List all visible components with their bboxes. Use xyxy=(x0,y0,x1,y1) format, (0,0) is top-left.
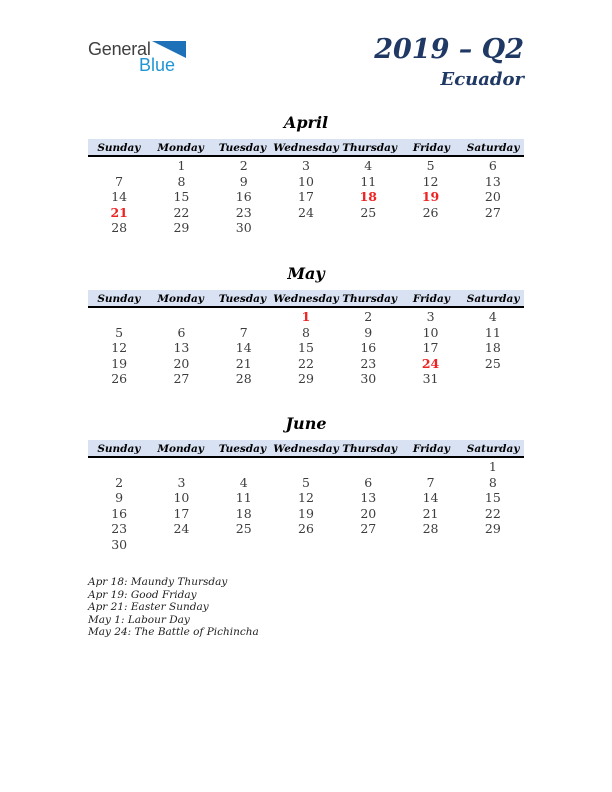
weekday-header-row-april xyxy=(88,139,524,157)
holiday-item: May 24: The Battle of Pichincha xyxy=(88,626,259,639)
date-april-16: 16 xyxy=(235,189,252,204)
date-may-24: 24 xyxy=(421,355,440,371)
date-april-13: 13 xyxy=(484,173,501,189)
date-may-17: 17 xyxy=(422,340,439,355)
empty-date-cell xyxy=(213,459,275,475)
date-may-6: 6 xyxy=(177,324,186,340)
date-june-29: 29 xyxy=(484,521,501,536)
empty-date-cell xyxy=(337,459,399,475)
day-header-tuesday: Tuesday xyxy=(218,443,267,455)
logo-text-general: General xyxy=(88,39,151,59)
date-april-11: 11 xyxy=(360,173,377,189)
date-april-20: 20 xyxy=(484,189,501,204)
weekday-header-row-may xyxy=(88,290,524,308)
date-june-30: 30 xyxy=(111,536,128,552)
date-june-11: 11 xyxy=(235,490,252,505)
month-title-may: May xyxy=(287,264,325,283)
date-june-27: 27 xyxy=(360,521,377,536)
date-june-19: 19 xyxy=(298,505,314,521)
date-april-2: 2 xyxy=(239,158,248,173)
date-april-5: 5 xyxy=(426,158,435,173)
date-april-7: 7 xyxy=(115,173,124,189)
empty-date-cell xyxy=(275,537,337,553)
empty-date-cell xyxy=(88,309,150,325)
date-june-2: 2 xyxy=(115,474,124,490)
day-header-sunday: Sunday xyxy=(97,293,141,305)
date-may-23: 23 xyxy=(360,355,377,371)
date-april-8: 8 xyxy=(177,173,186,189)
day-header-wednesday: Wednesday xyxy=(273,142,339,154)
date-april-15: 15 xyxy=(173,189,190,204)
date-april-17: 17 xyxy=(298,189,314,204)
day-header-monday: Monday xyxy=(157,293,204,305)
weekday-header-row-june xyxy=(88,440,524,458)
date-june-8: 8 xyxy=(488,474,497,490)
day-header-friday: Friday xyxy=(412,142,450,154)
day-header-sunday: Sunday xyxy=(97,443,141,455)
day-header-friday: Friday xyxy=(412,443,450,455)
date-april-28: 28 xyxy=(111,220,128,235)
month-section-april xyxy=(88,112,524,236)
date-june-7: 7 xyxy=(426,474,435,490)
date-april-3: 3 xyxy=(302,158,310,173)
title-block xyxy=(374,34,524,94)
day-header-sunday: Sunday xyxy=(97,142,141,154)
date-may-16: 16 xyxy=(360,340,377,355)
empty-date-cell xyxy=(462,220,524,236)
empty-date-cell xyxy=(337,537,399,553)
month-title-june: June xyxy=(285,414,327,433)
date-may-28: 28 xyxy=(235,371,252,386)
date-june-18: 18 xyxy=(235,505,252,521)
date-may-31: 31 xyxy=(422,371,439,386)
date-june-23: 23 xyxy=(111,521,128,536)
date-april-6: 6 xyxy=(488,158,497,173)
date-april-19: 19 xyxy=(421,189,440,204)
date-april-23: 23 xyxy=(235,204,252,220)
date-april-14: 14 xyxy=(111,189,128,204)
holiday-item: Apr 18: Maundy Thursday xyxy=(88,576,228,588)
date-april-10: 10 xyxy=(298,173,314,189)
day-header-saturday: Saturday xyxy=(466,142,520,154)
month-section-june xyxy=(88,413,524,552)
empty-date-cell xyxy=(150,459,212,475)
date-may-5: 5 xyxy=(115,324,124,340)
logo-text-blue: Blue xyxy=(138,55,175,75)
date-june-20: 20 xyxy=(360,505,377,521)
general-blue-logo xyxy=(88,40,188,74)
date-may-22: 22 xyxy=(298,355,314,371)
holiday-item: May 1: Labour Day xyxy=(88,613,190,626)
date-april-12: 12 xyxy=(422,173,439,189)
page-subtitle: Ecuador xyxy=(440,69,524,90)
date-june-22: 22 xyxy=(484,505,501,521)
day-header-wednesday: Wednesday xyxy=(273,443,339,455)
empty-date-cell xyxy=(399,459,461,475)
day-header-tuesday: Tuesday xyxy=(218,142,267,154)
date-april-21: 21 xyxy=(110,204,128,220)
date-may-29: 29 xyxy=(298,371,314,386)
date-may-1: 1 xyxy=(301,309,311,324)
empty-date-cell xyxy=(88,459,150,475)
date-june-21: 21 xyxy=(422,505,439,521)
empty-date-cell xyxy=(150,537,212,553)
empty-date-cell xyxy=(275,220,337,236)
date-may-4: 4 xyxy=(488,309,497,324)
empty-date-cell xyxy=(399,220,461,236)
date-may-21: 21 xyxy=(235,355,252,371)
day-header-monday: Monday xyxy=(157,142,204,154)
date-may-12: 12 xyxy=(111,340,128,355)
day-header-friday: Friday xyxy=(412,293,450,305)
page-title: 2019 – Q2 xyxy=(374,34,524,65)
empty-date-cell xyxy=(275,459,337,475)
day-header-thursday: Thursday xyxy=(342,443,397,455)
date-april-25: 25 xyxy=(360,204,377,220)
date-may-19: 19 xyxy=(111,355,128,371)
date-april-9: 9 xyxy=(239,173,248,189)
date-june-5: 5 xyxy=(302,474,310,490)
date-june-15: 15 xyxy=(484,490,501,505)
date-june-10: 10 xyxy=(173,490,190,505)
date-may-25: 25 xyxy=(484,355,501,371)
date-april-18: 18 xyxy=(359,189,377,204)
date-may-11: 11 xyxy=(484,324,501,340)
date-april-26: 26 xyxy=(422,204,439,220)
date-may-7: 7 xyxy=(239,324,248,340)
day-header-thursday: Thursday xyxy=(342,142,397,154)
month-title-april: April xyxy=(283,113,329,132)
date-june-17: 17 xyxy=(173,505,190,521)
date-may-8: 8 xyxy=(302,324,310,340)
date-april-30: 30 xyxy=(235,220,252,235)
date-april-4: 4 xyxy=(364,158,373,173)
date-june-16: 16 xyxy=(111,505,128,521)
empty-date-cell xyxy=(150,309,212,325)
date-june-4: 4 xyxy=(239,474,248,490)
date-april-24: 24 xyxy=(298,204,314,220)
month-section-may xyxy=(88,263,524,387)
date-may-10: 10 xyxy=(422,324,439,340)
date-june-9: 9 xyxy=(115,490,124,505)
date-may-14: 14 xyxy=(235,340,252,355)
date-june-25: 25 xyxy=(235,521,252,536)
date-april-22: 22 xyxy=(173,204,190,220)
date-may-27: 27 xyxy=(173,371,190,386)
date-june-13: 13 xyxy=(360,490,377,505)
holiday-item: Apr 21: Easter Sunday xyxy=(88,601,209,614)
date-may-20: 20 xyxy=(173,355,190,371)
date-may-9: 9 xyxy=(364,324,373,340)
day-header-wednesday: Wednesday xyxy=(273,293,339,305)
day-header-thursday: Thursday xyxy=(342,293,397,305)
date-may-26: 26 xyxy=(111,371,128,386)
date-april-29: 29 xyxy=(173,220,190,235)
date-grid-june xyxy=(88,458,524,552)
date-june-28: 28 xyxy=(422,521,439,536)
date-grid-may xyxy=(88,308,524,387)
date-june-12: 12 xyxy=(298,490,314,505)
date-may-18: 18 xyxy=(484,340,501,355)
date-april-1: 1 xyxy=(177,158,186,173)
date-may-2: 2 xyxy=(364,309,373,324)
day-header-monday: Monday xyxy=(157,443,204,455)
date-june-24: 24 xyxy=(173,521,190,536)
empty-date-cell xyxy=(213,309,275,325)
date-may-3: 3 xyxy=(426,309,435,324)
day-header-saturday: Saturday xyxy=(466,443,520,455)
holiday-list xyxy=(88,576,508,639)
date-june-1: 1 xyxy=(488,459,497,474)
day-header-tuesday: Tuesday xyxy=(218,293,267,305)
empty-date-cell xyxy=(88,158,150,174)
empty-date-cell xyxy=(337,220,399,236)
date-june-26: 26 xyxy=(298,521,314,536)
date-june-14: 14 xyxy=(422,490,439,505)
date-grid-april xyxy=(88,157,524,236)
date-may-13: 13 xyxy=(173,340,190,355)
empty-date-cell xyxy=(462,537,524,553)
empty-date-cell xyxy=(213,537,275,553)
date-may-30: 30 xyxy=(360,371,377,386)
date-june-6: 6 xyxy=(364,474,373,490)
date-april-27: 27 xyxy=(484,204,501,220)
empty-date-cell xyxy=(462,371,524,387)
empty-date-cell xyxy=(399,537,461,553)
day-header-saturday: Saturday xyxy=(466,293,520,305)
date-june-3: 3 xyxy=(177,474,186,490)
date-may-15: 15 xyxy=(298,340,314,355)
holiday-item: Apr 19: Good Friday xyxy=(88,588,197,601)
